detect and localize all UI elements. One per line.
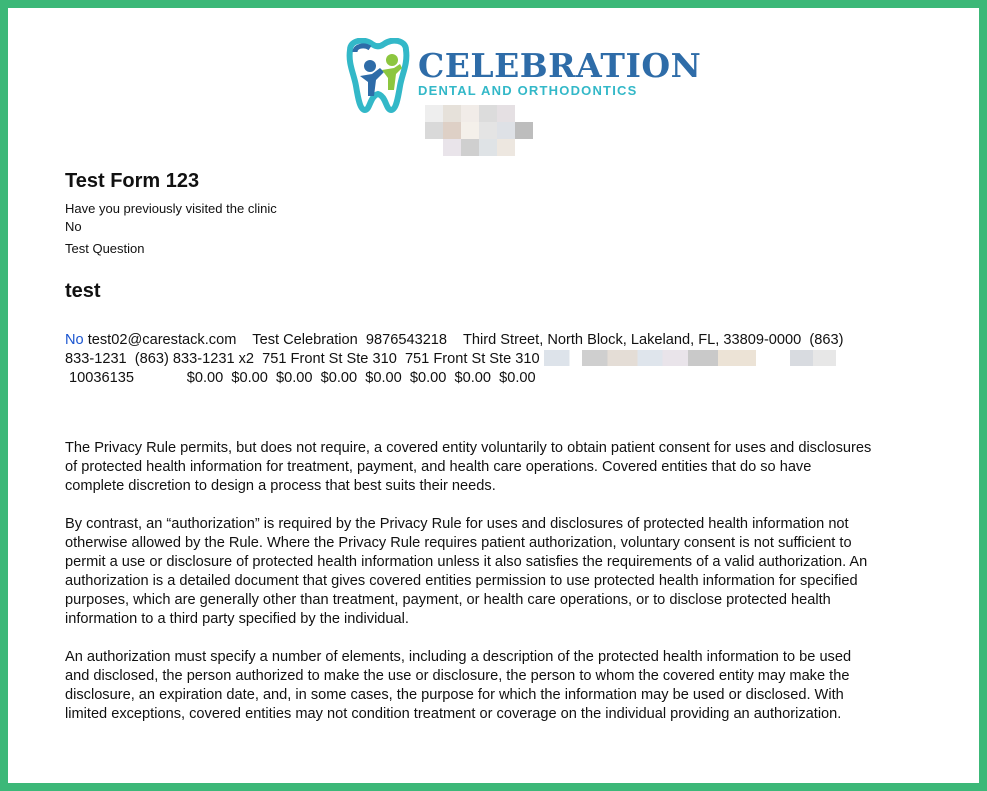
redacted-text	[790, 350, 836, 366]
clinic-name: CELEBRATION	[418, 46, 702, 85]
paragraph-line: complete discretion to design a process that best suits their needs.	[65, 478, 496, 494]
paragraph-line: limited exceptions, covered entities may not condition treatment or coverage on the individual providing an authorization.	[65, 706, 842, 722]
tooth-logo-icon	[342, 38, 414, 118]
paragraph-line: permit a use or disclosure of protected health information unless it also satisfies the requirements of a valid authorization. An	[65, 554, 868, 570]
paragraph-line: information to a third party specified by the individual.	[65, 611, 409, 627]
paragraph-line: The Privacy Rule permits, but does not require, a covered entity voluntarily to obtain patient consent for uses and disclosures	[65, 440, 872, 456]
paragraph	[65, 648, 925, 724]
paragraph	[65, 515, 925, 629]
paragraph-line: otherwise allowed by the Rule. Where the Privacy Rule requires patient authorization, voluntary consent is not sufficient to	[65, 535, 852, 551]
question-label: Test Question	[65, 241, 145, 256]
redacted-text	[544, 350, 756, 366]
answer-link[interactable]: No	[65, 332, 84, 348]
paragraph	[65, 439, 925, 496]
form-title: Test Form 123	[65, 170, 200, 192]
paragraph-line: By contrast, an “authorization” is required by the Privacy Rule for uses and disclosures of protected health information not	[65, 516, 849, 532]
info-line: 833-1231 (863) 833-1231 x2 751 Front St Ste 310 751 Front St Ste 310	[65, 351, 544, 367]
paragraph-line: of protected health information for treatment, payment, and health care operations. Covered entities that do so have	[65, 459, 812, 475]
paragraph-line: and disclosed, the person authorized to make the use or disclosure, the person to whom the covered entity may make the	[65, 668, 850, 684]
amounts-row: $0.00 $0.00 $0.00 $0.00 $0.00 $0.00 $0.00 $0.00	[186, 370, 536, 386]
question-answer: No	[65, 219, 82, 234]
section-heading: test	[65, 280, 101, 302]
paragraph-line: An authorization must specify a number of elements, including a description of the protected health information to be used	[65, 649, 852, 665]
paragraph-line: authorization is a detailed document that gives covered entities permission to use protected health information for specified	[65, 573, 858, 589]
paragraph-line: purposes, which are generally other than treatment, payment, or health care operations, or to disclose protected health	[65, 592, 831, 608]
clinic-tagline: DENTAL AND ORTHODONTICS	[418, 83, 638, 98]
redacted-address-block	[425, 105, 533, 156]
paragraph-line: disclosure, an expiration date, and, in some cases, the purpose for which the information may be used or disclosed. With	[65, 687, 844, 703]
info-line: test02@carestack.com Test Celebration 9876543218 Third Street, North Block, Lakeland, FL, 33809-0000 (863)	[83, 332, 844, 348]
info-line: 10036135	[65, 370, 134, 386]
question-label: Have you previously visited the clinic	[65, 201, 277, 216]
patient-info-block	[65, 331, 925, 388]
document-page	[8, 8, 979, 783]
